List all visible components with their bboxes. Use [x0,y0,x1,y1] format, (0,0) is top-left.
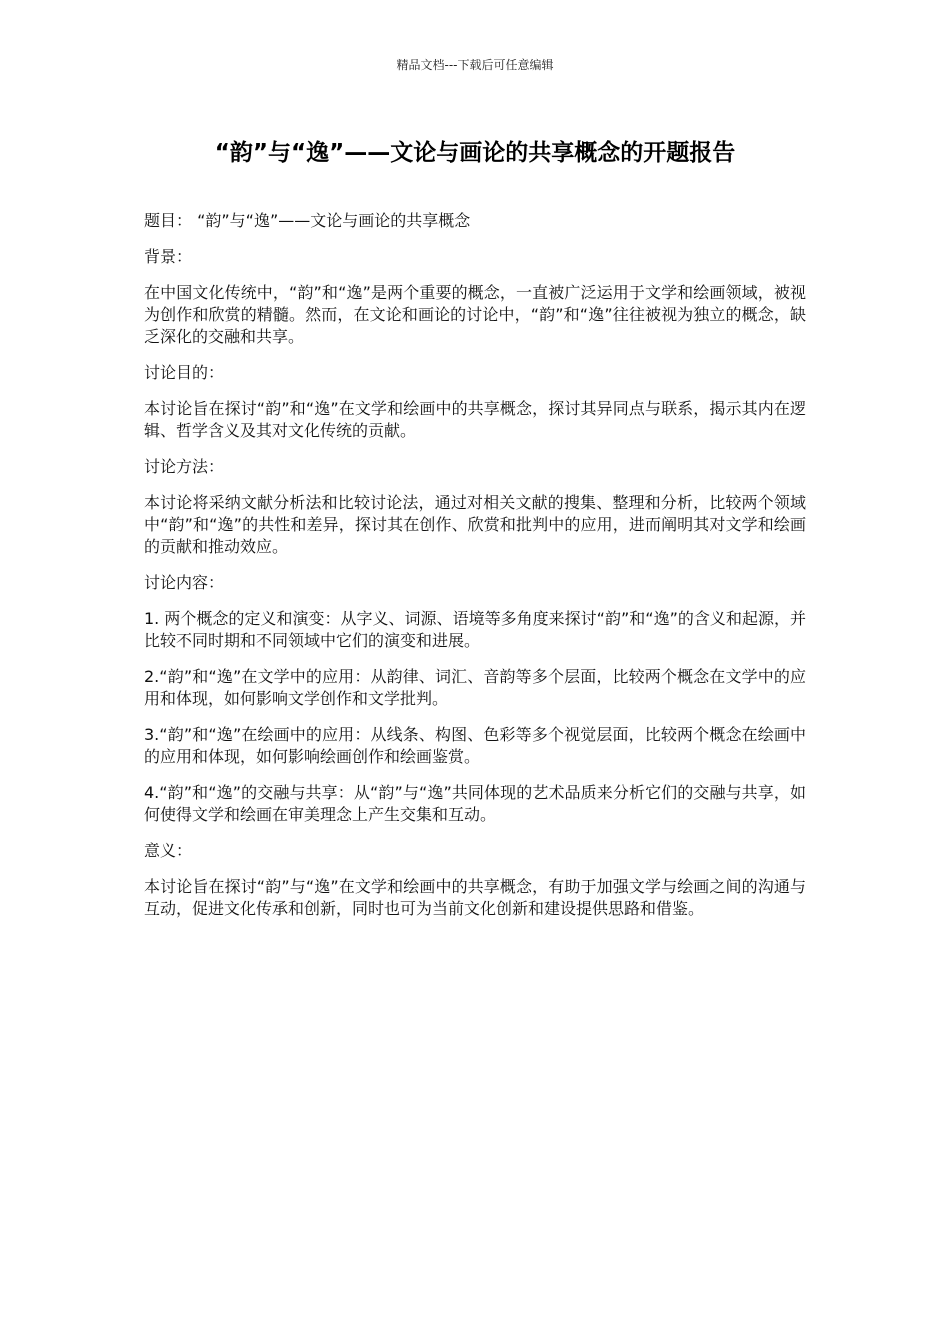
method-paragraph: 本讨论将采纳文献分析法和比较讨论法，通过对相关文献的搜集、整理和分析，比较两个领域中“韵”和“逸”的共性和差异，探讨其在创作、欣赏和批判中的应用，进而阐明其对文学和绘画的贡献和推动效应。 [144,493,806,556]
content-item-4: 4.“韵”和“逸”的交融与共享：从“韵”与“逸”共同体现的艺术品质来分析它们的交融与共享，如何使得文学和绘画在审美理念上产生交集和互动。 [144,783,806,824]
purpose-label: 讨论目的： [144,363,225,382]
content-item-3: 3.“韵”和“逸”在绘画中的应用：从线条、构图、色彩等多个视觉层面，比较两个概念在绘画中的应用和体现，如何影响绘画创作和绘画鉴赏。 [144,725,806,766]
topic-line: 题目： “韵”与“逸”——文论与画论的共享概念 [144,211,471,230]
header-note: 精品文档---下载后可任意编辑 [396,58,554,72]
content-item-1: 1. 两个概念的定义和演变：从字义、词源、语境等多角度来探讨“韵”和“逸”的含义和起源，并比较不同时期和不同领域中它们的演变和进展。 [144,609,806,650]
purpose-paragraph: 本讨论旨在探讨“韵”和“逸”在文学和绘画中的共享概念，探讨其异同点与联系，揭示其内在逻辑、哲学含义及其对文化传统的贡献。 [144,399,806,440]
content-label: 讨论内容： [144,573,225,592]
background-paragraph: 在中国文化传统中，“韵”和“逸”是两个重要的概念，一直被广泛运用于文学和绘画领域，被视为创作和欣赏的精髓。然而，在文论和画论的讨论中，“韵”和“逸”往往被视为独立的概念，缺乏深化的交融和共享。 [144,283,806,346]
content-item-2: 2.“韵”和“逸”在文学中的应用：从韵律、词汇、音韵等多个层面，比较两个概念在文学中的应用和体现，如何影响文学创作和文学批判。 [144,667,806,708]
significance-label: 意义： [144,841,193,860]
document-title: “韵”与“逸”——文论与画论的共享概念的开题报告 [214,140,736,166]
method-label: 讨论方法： [144,457,225,476]
document-body [144,210,806,934]
background-label: 背景： [144,247,193,266]
significance-paragraph: 本讨论旨在探讨“韵”与“逸”在文学和绘画中的共享概念，有助于加强文学与绘画之间的沟通与互动，促进文化传承和创新，同时也可为当前文化创新和建设提供思路和借鉴。 [144,877,806,918]
